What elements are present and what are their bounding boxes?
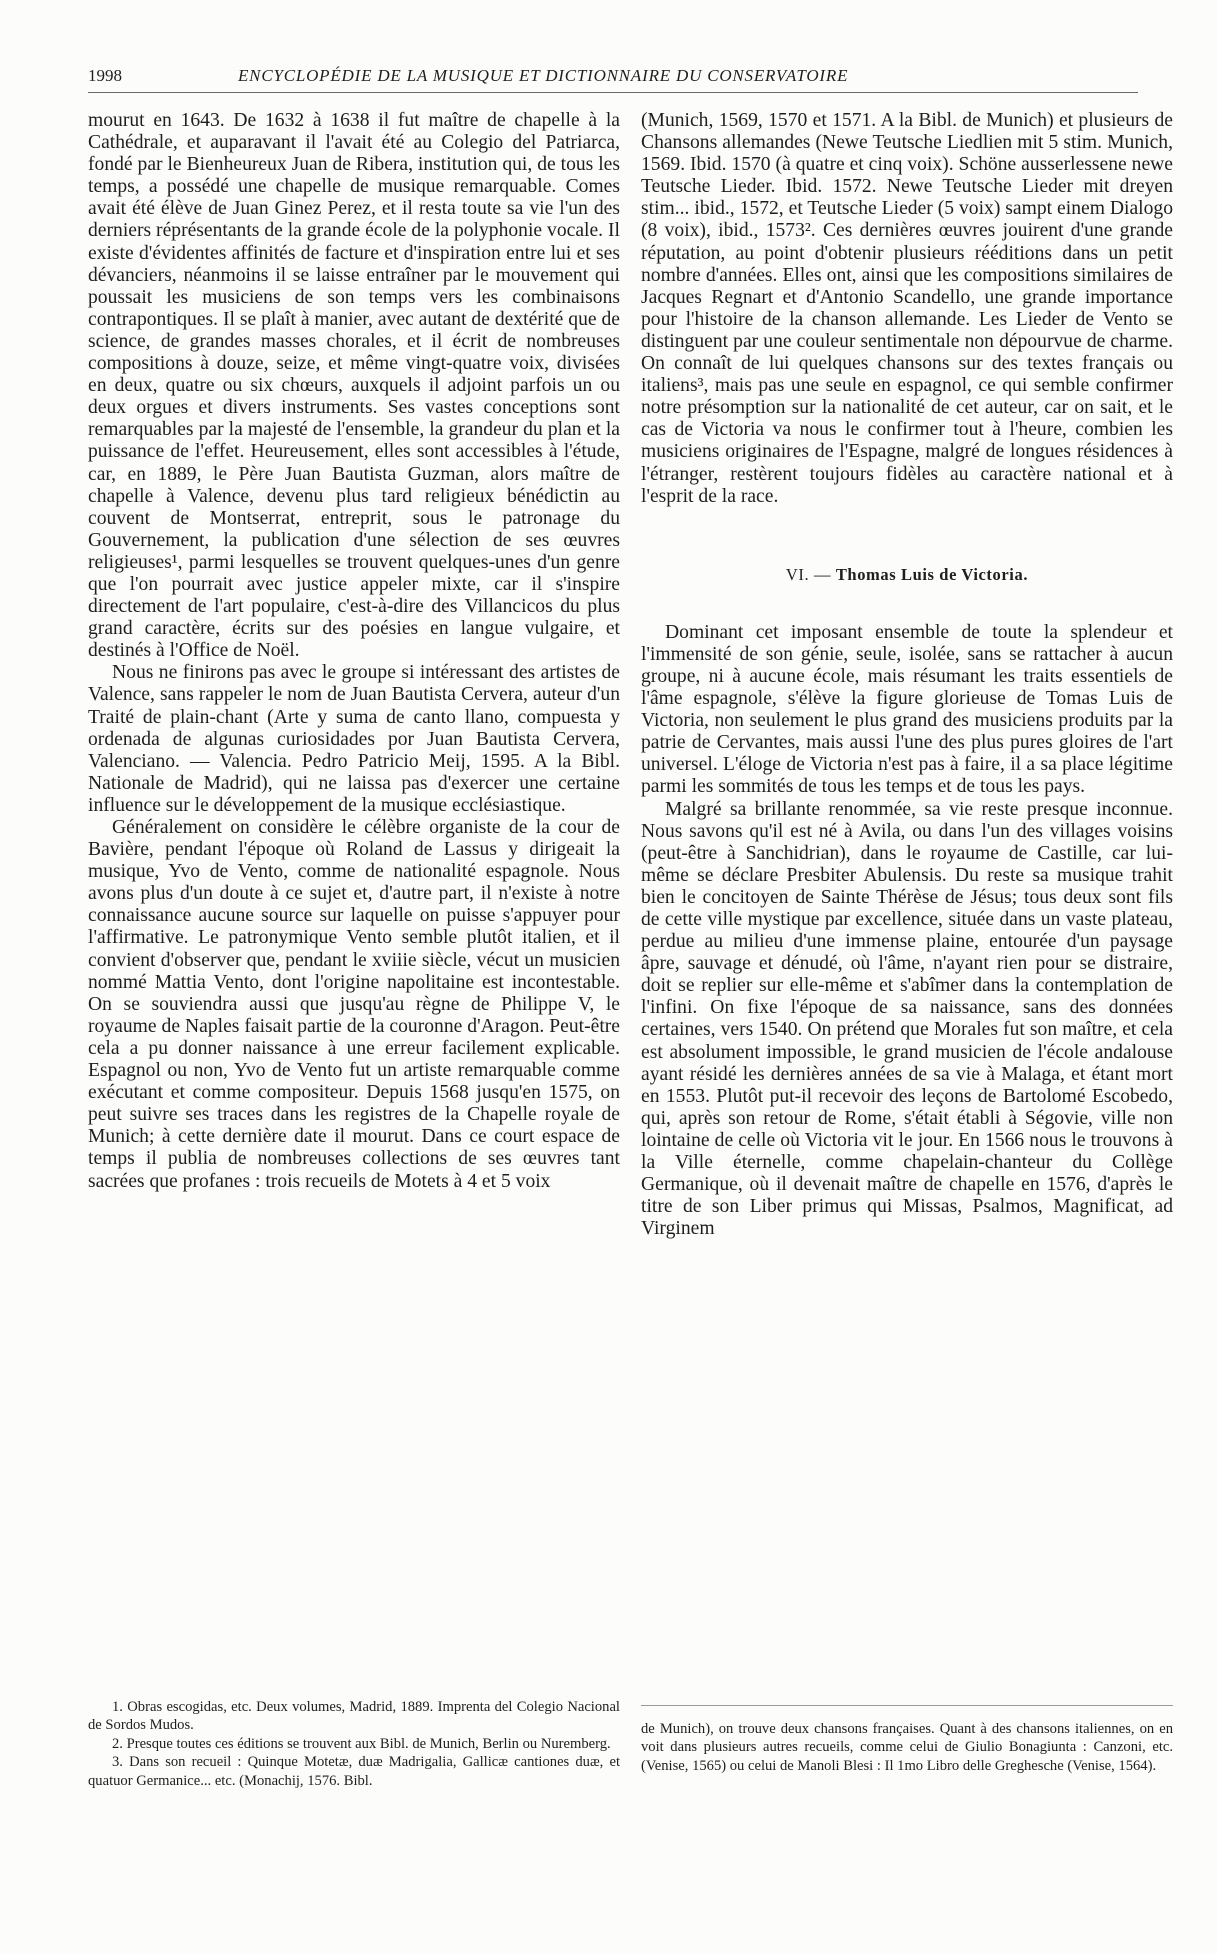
paragraph-vento-continued: (Munich, 1569, 1570 et 1571. A la Bibl. de Munich) et plusieurs de Chansons allemandes (Newe Teutsche Liedlien mit 5 stim. Munich, 1569. Ibid. 1570 (à quatre et cinq voix). Schöne ausserlessene newe Teutsche Lieder. Ibid. 1572. Newe Teutsche Lieder mit dreyen stim... ibid., 1572, et Teutsche Lieder (5 voix) sampt einem Dialogo (8 voix), ibid., 1573². Ces dernières œuvres jouirent d'une grande réputation, au point d'obtenir plusieurs rééditions dans un petit nombre d'années. Elles ont, ainsi que les compositions similaires de Jacques Regnart et d'Antonio Scandello, une grande importance pour l'histoire de la chanson allemande. Les Lieder de Vento se distinguent par une couleur sentimentale non dépourvue de charme. On connaît de lui quelques chansons sur des textes français ou italiens³, mais pas une seule en espagnol, ce qui semble confirmer notre présomption sur la nationalité de cet auteur, car on sait, et le cas de Victoria va nous le confirmer tout à l'heure, combien les musiciens originaires de l'Espagne, malgré de longues résidences à l'étranger, restèrent toujours fidèles au caractère national et à l'esprit de la race. — [641, 110, 1173, 507]
footnotes-left — [88, 1698, 620, 1790]
footnote-3: 3. Dans son recueil : Quinque Motetæ, duæ Madrigalia, Gallicæ cantiones duæ, et quatuor Germanice... etc. (Monachij, 1576. Bibl. — [88, 1754, 620, 1789]
right-column — [641, 110, 1173, 1240]
running-title: ENCYCLOPÉDIE DE LA MUSIQUE ET DICTIONNAIRE DU CONSERVATOIRE — [238, 66, 849, 85]
footnotes-right — [641, 1720, 1173, 1775]
left-column — [88, 110, 620, 1193]
paragraph-comes: mourut en 1643. De 1632 à 1638 il fut maître de chapelle à la Cathédrale, et auparavant il l'avait été au Colegio del Patriarca, fondé par le Bienheureux Juan de Ribera, institution qui, de tous les temps, a possédé une chapelle de musique remarquable. Comes avait été élève de Juan Ginez Perez, et il resta toute sa vie l'un des derniers réprésentants de la grande école de la polyphonie vocale. Il existe d'évidentes affinités de facture et d'inspiration entre lui et ses dévanciers, néanmoins il se laisse entraîner par le mouvement qui poussait les musiciens de son temps vers les combinaisons contrapontiques. Il se plaît à manier, avec autant de dextérité que de science, de grandes masses chorales, et il écrit de nombreuses compositions à douze, seize, et même vingt-quatre voix, divisées en deux, quatre ou six chœurs, auxquels il adjoint parfois un ou deux orgues et divers instruments. Ses vastes conceptions sont remarquables par la majesté de l'ensemble, la grandeur du plan et la puissance de l'effet. Heureusement, elles sont accessibles à l'étude, car, en 1889, le Père Juan Bautista Guzman, alors maître de chapelle à Valence, devenu plus tard religieux bénédictin au couvent de Montserrat, entreprit, sous le patronage du Gouvernement, la publication d'une sélection de ses œuvres religieuses¹, parmi lesquelles se trouvent quelques-unes d'un genre que l'on pourrait avec justice appeler mixte, car il s'inspire directement de l'art populaire, c'est-à-dire des Villancicos du plus grand caractère, écrits sur des poésies en langue vulgaire, et destinés à l'Office de Noël. — [88, 110, 620, 662]
section-heading — [641, 564, 1173, 586]
footnote-divider — [641, 1705, 1173, 1706]
paragraph-vento: Généralement on considère le célèbre organiste de la cour de Bavière, pendant l'époque où Roland de Lassus y dirigeait la musique, Yvo de Vento, comme de nationalité espagnole. Nous avons plus d'un doute à ce sujet et, d'autre part, il n'existe à notre connaissance aucune source sur laquelle on puisse s'appuyer pour l'affirmative. Le patronymique Vento semble plutôt italien, et il convient d'observer que, pendant le xviiie siècle, vécut un musicien nommé Mattia Vento, dont l'origine napolitaine est incontestable. On se souviendra aussi que jusqu'au règne de Philippe V, le royaume de Naples faisait partie de la couronne d'Aragon. Peut-être cela a pu donner naissance à une erreur facilement explicable. Espagnol ou non, Yvo de Vento fut un artiste remarquable comme exécutant et comme compositeur. Depuis 1568 jusqu'en 1575, on peut suivre ses traces dans les registres de la Chapelle royale de Munich; à cette dernière date il mourut. Dans ce court espace de temps il publia de nombreuses collections de ses œuvres tant sacrées que profanes : trois recueils de Motets à 4 et 5 voix — [88, 817, 620, 1192]
footnote-2: 2. Presque toutes ces éditions se trouvent aux Bibl. de Munich, Berlin ou Nuremberg. — [112, 1735, 611, 1752]
page-number: 1998 — [88, 66, 122, 85]
footnote-1: 1. Obras escogidas, etc. Deux volumes, Madrid, 1889. Imprenta del Colegio Nacional de Sordos Mudos. — [88, 1699, 620, 1734]
paragraph-cervera: Nous ne finirons pas avec le groupe si intéressant des artistes de Valence, sans rappeler le nom de Juan Bautista Cervera, auteur d'un Traité de plain-chant (Arte y suma de canto llano, compuesta y ordenada de algunas curiosidades por Juan Bautista Cervera, Valenciano. — Valencia. Pedro Patricio Meij, 1595. A la Bibl. Nationale de Madrid), qui ne laissa pas d'exercer une certaine influence sur le développement de la musique ecclésiastique. — [88, 662, 620, 816]
section-title: Thomas Luis de Victoria. — [835, 564, 1029, 584]
paragraph-victoria-intro: Dominant cet imposant ensemble de toute la splendeur et l'immensité de son génie, seule, isolée, sans se rattacher à aucun groupe, ni à aucune école, mais résumant les traits essentiels de l'âme espagnole, s'élève la figure glorieuse de Tomas Luis de Victoria, non seulement le plus grand des musiciens produits par la patrie de Cervantes, mais aussi l'une des plus pures gloires de l'art universel. L'éloge de Victoria n'est pas à faire, il a sa place légitime parmi les sommités de tous les temps et de tous les pays. — [641, 621, 1173, 798]
paragraph-victoria-life: Malgré sa brillante renommée, sa vie reste presque inconnue. Nous savons qu'il est né à Avila, ou dans l'un des villages voisins (peut-être à Sanchidrian), dans le royaume de Castille, car lui-même se déclare Presbiter Abulensis. Du reste sa musique trahit bien le concitoyen de Sainte Thérèse de Jésus; tous deux sont fils de cette ville mystique par excellence, située dans un vaste plateau, perdue au milieu d'une immense plaine, entourée d'un paysage âpre, sauvage et dénudé, où l'âme, n'ayant rien pour se distraire, doit se replier sur elle-même et s'abîmer dans la contemplation de l'infini. On fixe l'époque de sa naissance, sans des données certaines, vers 1540. On prétend que Morales fut son maître, et cela est absolument impossible, le grand musicien de l'école andalouse ayant résidé les dernières années de sa vie à Malaga, et étant mort en 1553. Plutôt put-il recevoir des leçons de Bartolomé Escobedo, qui, après son retour de Rome, s'était établi à Ségovie, ville non lointaine de celle où Victoria vit le jour. En 1566 nous le trouvons à la Ville éternelle, comme chapelain-chanteur du Collège Germanique, où il devenait maître de chapelle en 1576, d'après le titre de son Liber primus qui Missas, Psalmos, Magnificat, ad Virginem — [641, 798, 1173, 1240]
page-header — [88, 64, 1138, 93]
section-number: VI. — — [785, 564, 832, 584]
footnote-3-continued: de Munich), on trouve deux chansons françaises. Quant à des chansons italiennes, on en voit dans plusieurs autres recueils, comme celui de Giulio Bonagiunta : Canzoni, etc. (Venise, 1565) ou celui de Manoli Blesi : Il 1mo Libro delle Greghesche (Venise, 1564). — [641, 1721, 1173, 1774]
